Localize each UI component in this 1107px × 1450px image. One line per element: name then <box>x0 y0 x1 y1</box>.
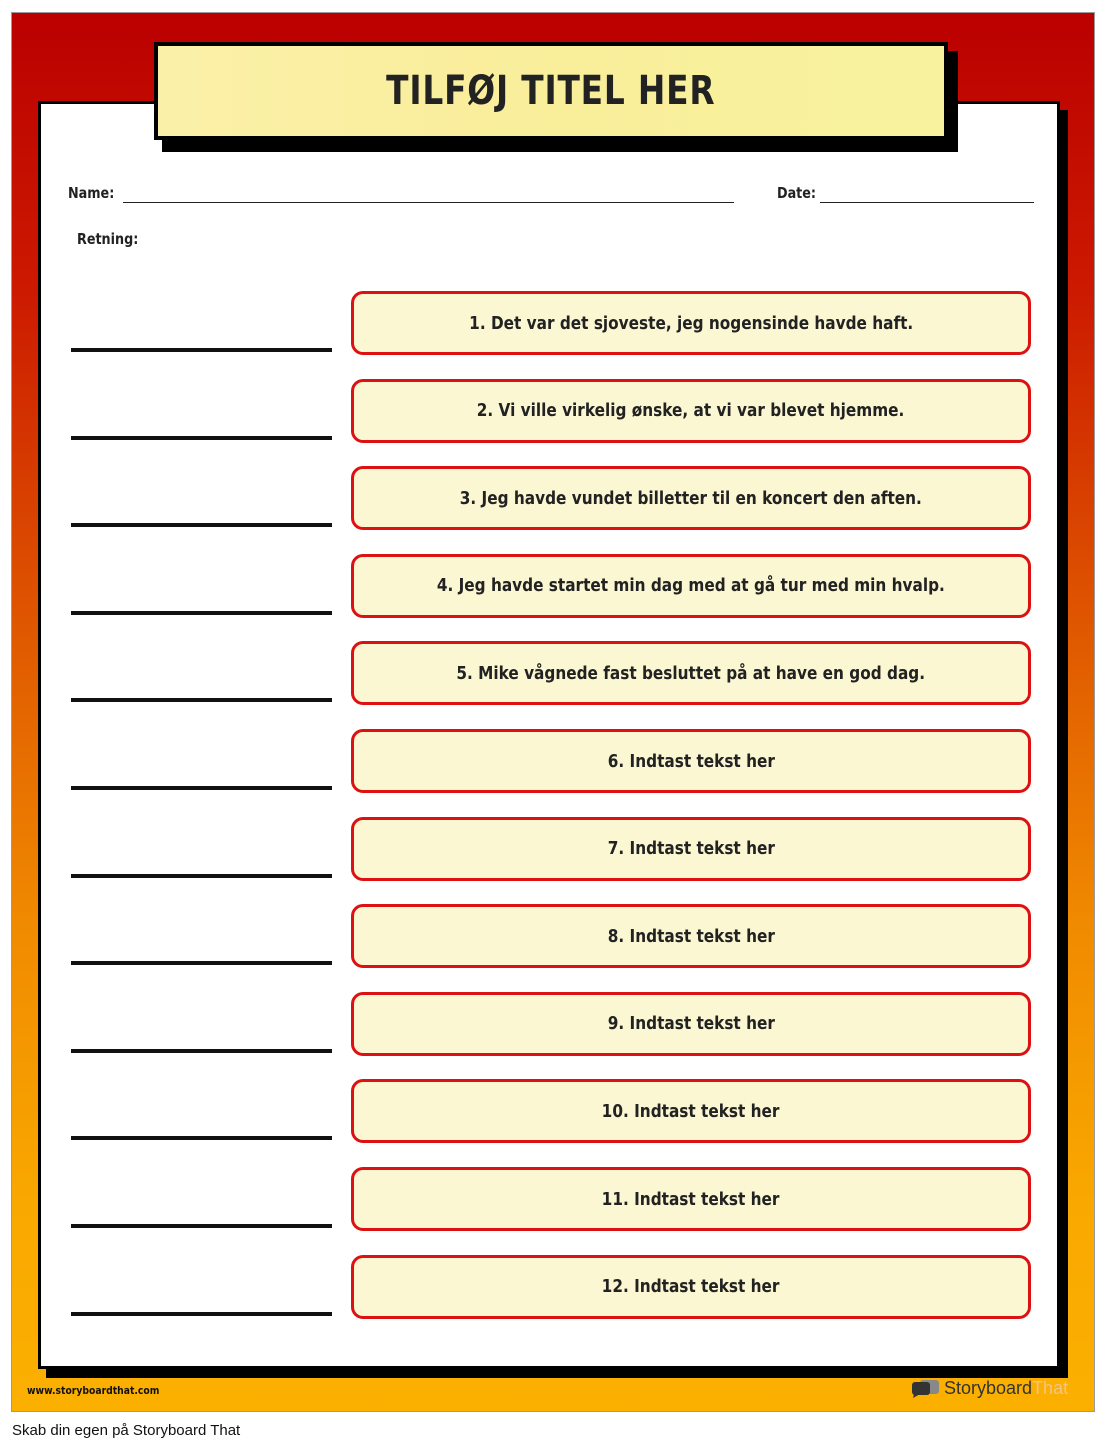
answer-line[interactable] <box>71 1312 332 1316</box>
direction-label: Retning: <box>77 230 139 248</box>
sentence-box[interactable] <box>351 992 1031 1056</box>
brand-name-part2: That <box>1032 1377 1069 1398</box>
sentence-text: 2. Vi ville virkelig ønske, at vi var blevet hjemme. <box>477 400 905 422</box>
sentence-box[interactable] <box>351 379 1031 443</box>
sentence-text: 5. Mike vågnede fast besluttet på at have en god dag. <box>456 662 926 684</box>
name-field[interactable] <box>123 202 734 203</box>
sentence-box[interactable] <box>351 817 1031 881</box>
sentence-text: 4. Jeg havde startet min dag med at gå tur med min hvalp. <box>436 575 946 597</box>
sentence-text: 6. Indtast tekst her <box>607 750 775 772</box>
title-banner[interactable] <box>154 42 948 140</box>
sentence-box[interactable] <box>351 641 1031 705</box>
date-label: Date: <box>777 184 817 202</box>
worksheet-title: TILFØJ TITEL HER <box>386 68 716 114</box>
answer-line[interactable] <box>71 874 332 878</box>
caption: Skab din egen på Storyboard That <box>12 1422 241 1439</box>
answer-line[interactable] <box>71 348 332 352</box>
sentence-box[interactable] <box>351 554 1031 618</box>
sentence-box[interactable] <box>351 904 1031 968</box>
sentence-text: 10. Indtast tekst her <box>602 1100 780 1122</box>
answer-line[interactable] <box>71 436 332 440</box>
answer-line[interactable] <box>71 786 332 790</box>
answer-line[interactable] <box>71 698 332 702</box>
answer-line[interactable] <box>71 1136 332 1140</box>
answer-line[interactable] <box>71 523 332 527</box>
sentence-text: 1. Det var det sjoveste, jeg nogensinde havde haft. <box>468 312 914 334</box>
brand-name-part1: Storyboard <box>944 1377 1033 1398</box>
speech-bubble-icon <box>910 1378 940 1398</box>
answer-line[interactable] <box>71 1049 332 1053</box>
sentence-text: 9. Indtast tekst her <box>607 1013 775 1035</box>
answer-line[interactable] <box>71 961 332 965</box>
answer-line[interactable] <box>71 611 332 615</box>
sentence-text: 3. Jeg havde vundet billetter til en koncert den aften. <box>459 487 923 509</box>
sentence-box[interactable] <box>351 1255 1031 1319</box>
sentence-box[interactable] <box>351 466 1031 530</box>
footer-url: www.storyboardthat.com <box>27 1385 160 1397</box>
sentence-text: 8. Indtast tekst her <box>607 925 775 947</box>
sentence-text: 7. Indtast tekst her <box>607 838 775 860</box>
storyboard-that-logo <box>910 1376 1068 1400</box>
date-field[interactable] <box>820 202 1034 203</box>
sentence-box[interactable] <box>351 1079 1031 1143</box>
answer-line[interactable] <box>71 1224 332 1228</box>
sentence-text: 11. Indtast tekst her <box>602 1188 780 1210</box>
name-label: Name: <box>68 184 115 202</box>
sentence-box[interactable] <box>351 291 1031 355</box>
sentence-text: 12. Indtast tekst her <box>602 1276 780 1298</box>
sentence-box[interactable] <box>351 1167 1031 1231</box>
sentence-box[interactable] <box>351 729 1031 793</box>
